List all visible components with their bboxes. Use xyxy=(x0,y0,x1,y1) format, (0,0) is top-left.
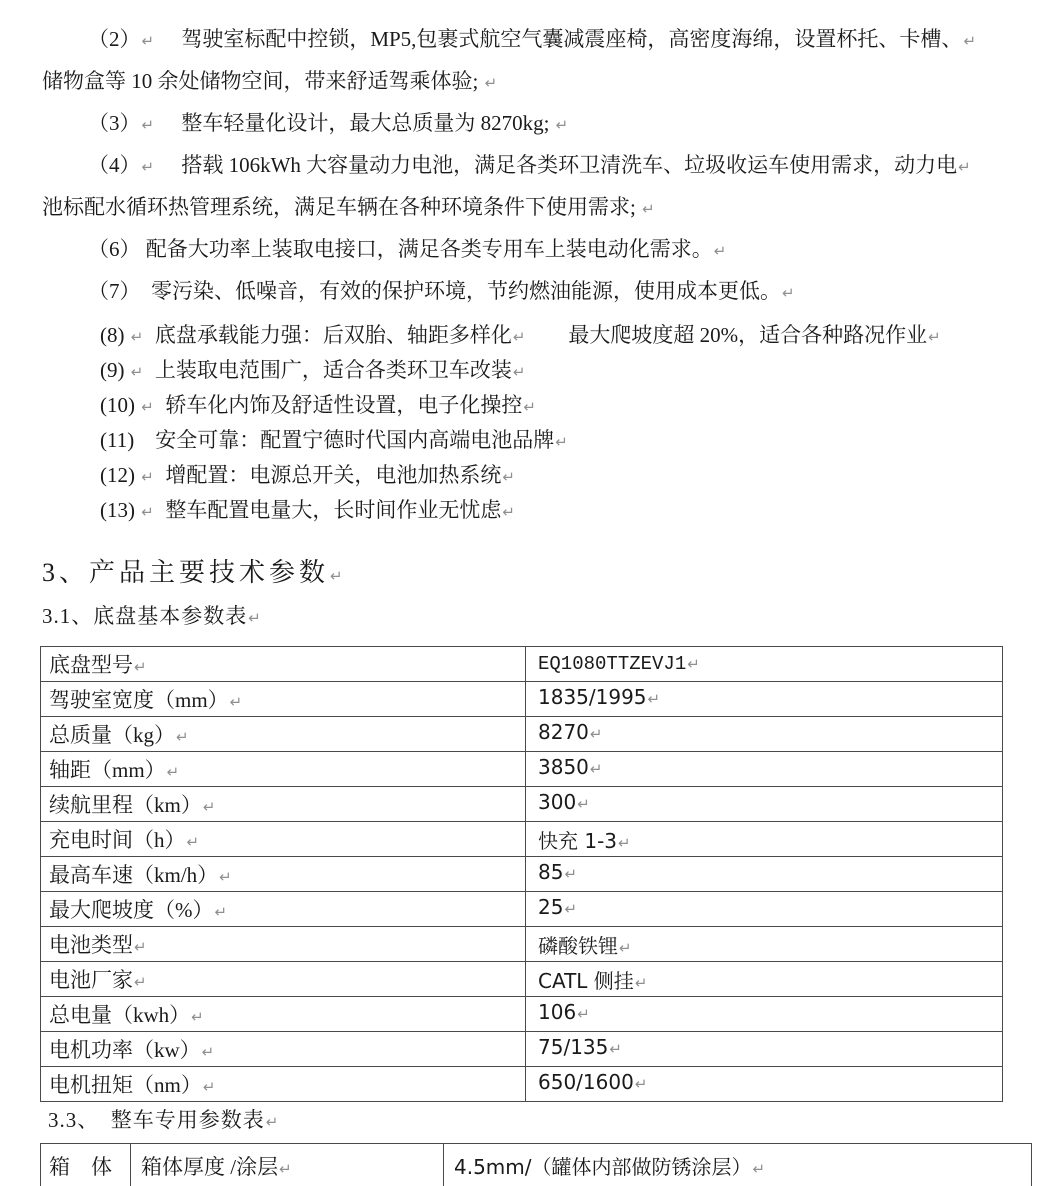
param-label-cell: 电池厂家↵ xyxy=(41,962,526,997)
table-row xyxy=(41,962,1003,997)
paragraph-mark-icon: ↵ xyxy=(166,763,180,781)
paragraph-line: 储物盒等 10 余处储物空间，带来舒适驾乘体验; ↵ xyxy=(42,69,498,93)
paragraph-mark-icon: ↵ xyxy=(201,1043,215,1061)
table-row xyxy=(41,1067,1003,1102)
param-label-cell: 轴距（mm）↵ xyxy=(41,752,526,787)
paragraph-mark-icon: ↵ xyxy=(502,503,515,521)
paragraph-mark-icon: ↵ xyxy=(928,328,941,346)
table-row xyxy=(41,892,1003,927)
table-row xyxy=(41,647,1003,682)
param-value-cell: 3850↵ xyxy=(526,752,1003,787)
paragraph-line: （2）↵ 驾驶室标配中控锁，MP5,包裹式航空气囊减震座椅，高密度海绵，设置杯托、卡槽、↵ xyxy=(88,27,977,51)
param-label-cell: 电池类型↵ xyxy=(41,927,526,962)
table-row xyxy=(41,857,1003,892)
paragraph-mark-icon: ↵ xyxy=(577,1005,590,1023)
paragraph-mark-icon: ↵ xyxy=(752,1160,766,1178)
paragraph-mark-icon: ↵ xyxy=(219,868,232,886)
param-value-cell: 300↵ xyxy=(526,787,1003,822)
paragraph-mark-icon: ↵ xyxy=(141,116,155,134)
paragraph-line: (8) ↵ 底盘承载能力强：后双胎、轴距多样化↵ 最大爬坡度超 20%，适合各种路况作业↵ xyxy=(100,323,941,347)
param-label-cell: 总电量（kwh）↵ xyxy=(41,997,526,1032)
paragraph-mark-icon: ↵ xyxy=(555,433,568,451)
param-value-cell: 85↵ xyxy=(526,857,1003,892)
paragraph-line: （7） 零污染、低噪音，有效的保护环境，节约燃油能源，使用成本更低。↵ xyxy=(88,279,795,303)
paragraph-mark-icon: ↵ xyxy=(141,503,154,521)
paragraph-mark-icon: ↵ xyxy=(202,1078,216,1096)
param-value-cell: 8270↵ xyxy=(526,717,1003,752)
param-value-cell: 1835/1995↵ xyxy=(526,682,1003,717)
param-value-cell: 75/135↵ xyxy=(526,1032,1003,1067)
table-row xyxy=(41,752,1003,787)
paragraph-mark-icon: ↵ xyxy=(330,567,347,585)
section-3-heading: 3、产品主要技术参数↵ xyxy=(42,558,347,587)
paragraph-mark-icon: ↵ xyxy=(523,398,536,416)
paragraph-mark-icon: ↵ xyxy=(963,32,977,50)
param-value-cell: 磷酸铁锂↵ xyxy=(526,927,1003,962)
param-label-cell: 充电时间（h）↵ xyxy=(41,822,526,857)
paragraph-mark-icon: ↵ xyxy=(609,1040,622,1058)
group-cell: 箱 体 xyxy=(41,1144,131,1186)
table-row xyxy=(41,1032,1003,1067)
param-label-cell: 底盘型号↵ xyxy=(41,647,526,682)
paragraph-mark-icon: ↵ xyxy=(564,900,578,918)
paragraph-mark-icon: ↵ xyxy=(141,398,154,416)
paragraph-mark-icon: ↵ xyxy=(134,973,147,991)
table-row xyxy=(41,682,1003,717)
param-value-cell: EQ1080TTZEVJ1↵ xyxy=(526,647,1003,682)
paragraph-mark-icon: ↵ xyxy=(134,938,147,956)
paragraph-mark-icon: ↵ xyxy=(130,363,144,381)
param-label-cell: 最大爬坡度（%）↵ xyxy=(41,892,526,927)
paragraph-line: (9) ↵ 上装取电范围广，适合各类环卫车改装↵ xyxy=(100,358,526,382)
table-row xyxy=(41,822,1003,857)
param-value-cell: 4.5mm/（罐体内部做防锈涂层）↵ xyxy=(444,1144,1032,1186)
param-value-cell: 25↵ xyxy=(526,892,1003,927)
paragraph-mark-icon: ↵ xyxy=(589,725,603,743)
paragraph-mark-icon: ↵ xyxy=(642,200,655,218)
section-3-3-heading: 3.3、 整车专用参数表↵ xyxy=(48,1108,280,1132)
paragraph-mark-icon: ↵ xyxy=(134,658,147,676)
paragraph-line: (13) ↵ 整车配置电量大，长时间作业无忧虑↵ xyxy=(100,498,515,522)
paragraph-mark-icon: ↵ xyxy=(958,158,971,176)
param-label-cell: 箱体厚度 /涂层↵ xyxy=(131,1144,444,1186)
paragraph-mark-icon: ↵ xyxy=(229,693,243,711)
table-row xyxy=(41,927,1003,962)
paragraph-line: (11) 安全可靠：配置宁德时代国内高端电池品牌↵ xyxy=(100,428,568,452)
table-row xyxy=(41,787,1003,822)
param-value-cell: 650/1600↵ xyxy=(526,1067,1003,1102)
paragraph-mark-icon: ↵ xyxy=(555,116,569,134)
paragraph-mark-icon: ↵ xyxy=(647,690,661,708)
paragraph-mark-icon: ↵ xyxy=(713,242,727,260)
paragraph-mark-icon: ↵ xyxy=(186,833,200,851)
paragraph-mark-icon: ↵ xyxy=(141,158,155,176)
paragraph-mark-icon: ↵ xyxy=(577,795,590,813)
paragraph-line: (10) ↵ 轿车化内饰及舒适性设置，电子化操控↵ xyxy=(100,393,536,417)
paragraph-mark-icon: ↵ xyxy=(265,1113,280,1131)
paragraph-mark-icon: ↵ xyxy=(141,32,155,50)
table-row xyxy=(41,717,1003,752)
param-label-cell: 续航里程（km）↵ xyxy=(41,787,526,822)
paragraph-mark-icon: ↵ xyxy=(176,728,189,746)
paragraph-mark-icon: ↵ xyxy=(687,655,700,673)
paragraph-mark-icon: ↵ xyxy=(484,74,498,92)
param-label-cell: 总质量（kg）↵ xyxy=(41,717,526,752)
paragraph-mark-icon: ↵ xyxy=(589,760,603,778)
param-value-cell: CATL 侧挂↵ xyxy=(526,962,1003,997)
paragraph-mark-icon: ↵ xyxy=(619,939,632,957)
paragraph-mark-icon: ↵ xyxy=(214,903,228,921)
paragraph-mark-icon: ↵ xyxy=(512,363,526,381)
param-value-cell: 快充 1-3↵ xyxy=(526,822,1003,857)
param-label-cell: 驾驶室宽度（mm）↵ xyxy=(41,682,526,717)
paragraph-line: 池标配水循环热管理系统，满足车辆在各种环境条件下使用需求; ↵ xyxy=(42,195,655,219)
table-row xyxy=(41,1144,1032,1186)
paragraph-mark-icon: ↵ xyxy=(141,468,154,486)
param-label-cell: 最高车速（km/h）↵ xyxy=(41,857,526,892)
paragraph-mark-icon: ↵ xyxy=(248,609,262,627)
section-3-1-heading: 3.1、底盘基本参数表↵ xyxy=(42,604,262,628)
param-value-cell: 106↵ xyxy=(526,997,1003,1032)
paragraph-mark-icon: ↵ xyxy=(191,1008,204,1026)
paragraph-mark-icon: ↵ xyxy=(130,328,144,346)
paragraph-line: （6） 配备大功率上装取电接口，满足各类专用车上装电动化需求。↵ xyxy=(88,237,727,261)
paragraph-mark-icon: ↵ xyxy=(202,798,216,816)
paragraph-mark-icon: ↵ xyxy=(512,328,526,346)
table-row xyxy=(41,997,1003,1032)
paragraph-mark-icon: ↵ xyxy=(782,284,795,302)
paragraph-mark-icon: ↵ xyxy=(618,834,631,852)
param-label-cell: 电机功率（kw）↵ xyxy=(41,1032,526,1067)
paragraph-line: (12) ↵ 增配置：电源总开关，电池加热系统↵ xyxy=(100,463,515,487)
vehicle-special-params-table xyxy=(40,1143,1032,1186)
paragraph-mark-icon: ↵ xyxy=(634,1075,648,1093)
paragraph-line: （3）↵ 整车轻量化设计，最大总质量为 8270kg; ↵ xyxy=(88,111,569,135)
paragraph-mark-icon: ↵ xyxy=(634,974,648,992)
paragraph-line: （4）↵ 搭载 106kWh 大容量动力电池，满足各类环卫清洗车、垃圾收运车使用需求，动力电↵ xyxy=(88,153,971,177)
chassis-params-table xyxy=(40,646,1003,1102)
param-label-cell: 电机扭矩（nm）↵ xyxy=(41,1067,526,1102)
paragraph-mark-icon: ↵ xyxy=(279,1160,292,1178)
paragraph-mark-icon: ↵ xyxy=(564,865,578,883)
paragraph-mark-icon: ↵ xyxy=(502,468,515,486)
